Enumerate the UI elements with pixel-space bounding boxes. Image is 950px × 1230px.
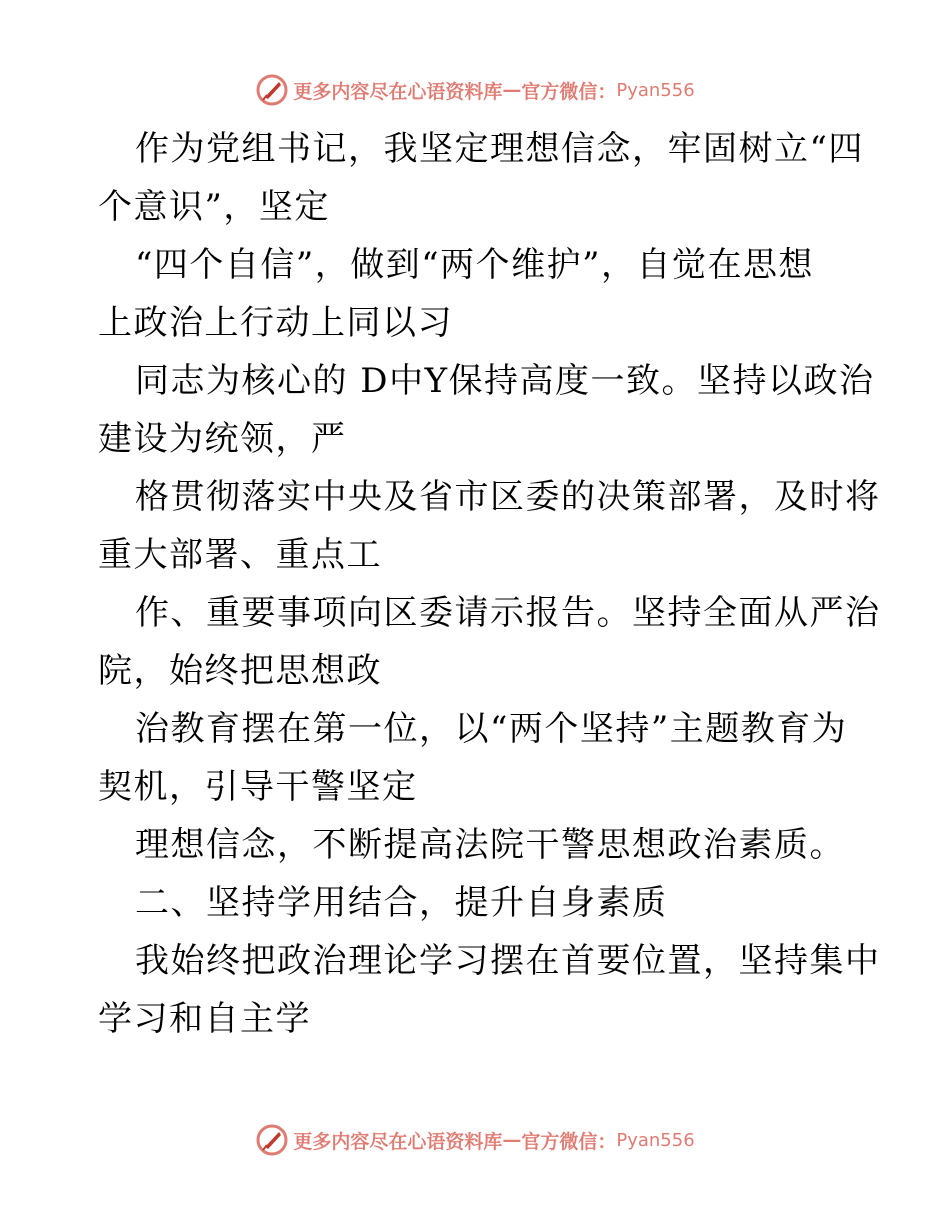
section-heading: 二、坚持学用结合，提升自身素质	[135, 883, 668, 923]
watermark-text: 更多内容尽在心语资料库	[293, 1130, 503, 1153]
text-line: 重大部署、重点工	[98, 535, 382, 575]
text-line: 理想信念，不断提高法院干警思想政治素质。	[135, 825, 845, 865]
text-line: 上政治上行动上同以习	[98, 303, 453, 343]
text-line: 我始终把政治理论学习摆在首要位置，坚持集中	[135, 941, 881, 981]
text-line: 学习和自主学	[98, 999, 311, 1039]
header-watermark	[0, 70, 950, 110]
footer-watermark	[0, 1120, 950, 1160]
text-line: 同志为核心的 D中Y保持高度一致。坚持以政治	[135, 361, 875, 401]
text-line: 建设为统领，严	[98, 419, 347, 459]
watermark-wechat-label: 官方微信：	[521, 80, 617, 103]
watermark-dash: —	[502, 1129, 522, 1151]
text-line: 个意识”，坚定	[98, 187, 330, 227]
document-body	[98, 120, 881, 1048]
quill-logo-icon	[255, 1123, 289, 1157]
text-line: 治教育摆在第一位，以“两个坚持”主题教育为	[135, 709, 848, 749]
quill-logo-icon	[255, 73, 289, 107]
watermark-dash: —	[502, 79, 522, 101]
text-line: 院，始终把思想政	[98, 651, 382, 691]
watermark-wechat-id: Pyan556	[616, 79, 695, 101]
watermark-wechat-id: Pyan556	[616, 1129, 695, 1151]
text-line: 格贯彻落实中央及省市区委的决策部署，及时将	[135, 477, 881, 517]
text-line: 作、重要事项向区委请示报告。坚持全面从严治	[135, 593, 881, 633]
text-line: “四个自信”，做到“两个维护”，自觉在思想	[135, 245, 815, 285]
watermark-text: 更多内容尽在心语资料库	[293, 80, 503, 103]
watermark-wechat-label: 官方微信：	[521, 1130, 617, 1153]
text-line: 作为党组书记，我坚定理想信念，牢固树立“四	[135, 129, 864, 169]
text-line: 契机，引导干警坚定	[98, 767, 418, 807]
